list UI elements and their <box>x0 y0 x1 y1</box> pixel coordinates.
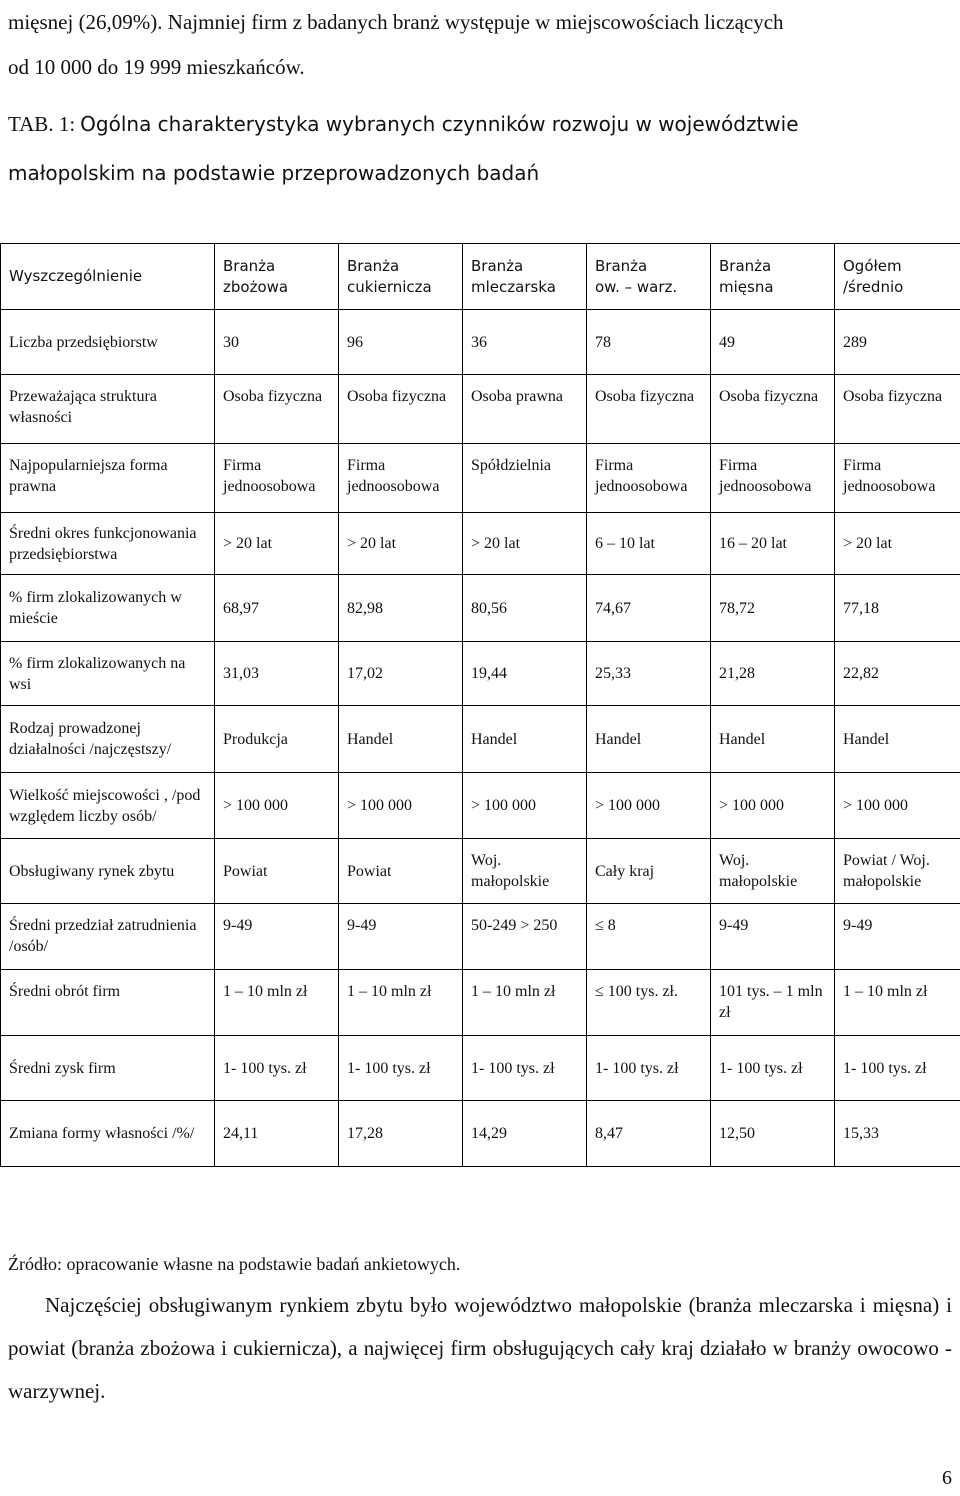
table-cell: 17,02 <box>339 642 463 706</box>
body-paragraph <box>8 1284 952 1413</box>
table-row <box>1 706 960 773</box>
table-cell: 80,56 <box>463 575 587 642</box>
table-row <box>1 1036 960 1101</box>
table-cell: Firma jednoosobowa <box>835 444 960 513</box>
table-cell: Powiat / Woj. małopolskie <box>835 839 960 904</box>
table-row <box>1 839 960 904</box>
table-cell: > 100 000 <box>463 773 587 839</box>
table-cell: 9-49 <box>215 904 339 970</box>
body-paragraph-text: Najczęściej obsługiwanym rynkiem zbytu było województwo małopolskie (branża mleczarska i mięsna) i powiat (branża zbożowa i cukiernicza), a najwięcej firm obsługujących cały kraj działało w branży owocowo - warzywnej. <box>8 1293 952 1403</box>
source-note: Źródło: opracowanie własne na podstawie badań ankietowych. <box>8 1254 461 1274</box>
table-cell: Handel <box>463 706 587 773</box>
table-cell: Osoba fizyczna <box>587 375 711 444</box>
table-title-line-1: Ogólna charakterystyka wybranych czynników rozwoju w województwie <box>80 112 799 136</box>
row-label-cell: Zmiana formy własności /%/ <box>1 1101 215 1167</box>
table-cell: Firma jednoosobowa <box>215 444 339 513</box>
row-label-cell: Przeważająca struktura własności <box>1 375 215 444</box>
row-label-cell: Liczba przedsiębiorstw <box>1 310 215 375</box>
table-cell: 9-49 <box>339 904 463 970</box>
table-header-cell: Branża mleczarska <box>463 244 587 310</box>
table-cell: 1- 100 tys. zł <box>339 1036 463 1101</box>
table-cell: 36 <box>463 310 587 375</box>
table-cell: > 100 000 <box>711 773 835 839</box>
table-cell: > 20 lat <box>339 513 463 575</box>
table-cell: Osoba fizyczna <box>711 375 835 444</box>
table-cell: > 100 000 <box>215 773 339 839</box>
table-row <box>1 375 960 444</box>
row-label-cell: Rodzaj prowadzonej działalności /najczęstszy/ <box>1 706 215 773</box>
table-cell: 78,72 <box>711 575 835 642</box>
row-label-cell: % firm zlokalizowanych na wsi <box>1 642 215 706</box>
row-label-cell: Wielkość miejscowości , /pod względem liczby osób/ <box>1 773 215 839</box>
table-cell: 96 <box>339 310 463 375</box>
characteristics-table <box>0 243 960 1167</box>
table-header-cell: Ogółem /średnio <box>835 244 960 310</box>
table-cell: 68,97 <box>215 575 339 642</box>
table-cell: 6 – 10 lat <box>587 513 711 575</box>
table-title-line-2: małopolskim na podstawie przeprowadzonych badań <box>8 161 540 185</box>
table-row <box>1 513 960 575</box>
table-cell: 82,98 <box>339 575 463 642</box>
row-label-cell: Średni okres funkcjonowania przedsiębiorstwa <box>1 513 215 575</box>
table-cell: Osoba fizyczna <box>215 375 339 444</box>
table-row <box>1 904 960 970</box>
table-cell: Handel <box>339 706 463 773</box>
table-cell: > 100 000 <box>587 773 711 839</box>
table-cell: 8,47 <box>587 1101 711 1167</box>
table-cell: 22,82 <box>835 642 960 706</box>
table-cell: ≤ 8 <box>587 904 711 970</box>
table-cell: 74,67 <box>587 575 711 642</box>
table-cell: Powiat <box>339 839 463 904</box>
table-cell: 101 tys. – 1 mln zł <box>711 970 835 1036</box>
table-cell: 50-249 > 250 <box>463 904 587 970</box>
table-cell: Firma jednoosobowa <box>711 444 835 513</box>
table-header-cell: Branża ow. – warz. <box>587 244 711 310</box>
row-label-cell: Średni zysk firm <box>1 1036 215 1101</box>
row-label-cell: Średni obrót firm <box>1 970 215 1036</box>
table-cell: Handel <box>587 706 711 773</box>
table-cell: 1 – 10 mln zł <box>215 970 339 1036</box>
table-header-cell: Branża zbożowa <box>215 244 339 310</box>
table-cell: Firma jednoosobowa <box>587 444 711 513</box>
table-cell: > 100 000 <box>835 773 960 839</box>
table-header-cell: Branża mięsna <box>711 244 835 310</box>
table-caption <box>8 100 948 197</box>
table-cell: 1 – 10 mln zł <box>835 970 960 1036</box>
table-cell: > 20 lat <box>463 513 587 575</box>
table-cell: > 20 lat <box>215 513 339 575</box>
table-cell: 78 <box>587 310 711 375</box>
table-cell: Woj. małopolskie <box>463 839 587 904</box>
table-cell: 16 – 20 lat <box>711 513 835 575</box>
table-cell: Powiat <box>215 839 339 904</box>
table-cell: 24,11 <box>215 1101 339 1167</box>
table-header-row <box>1 244 960 310</box>
intro-line-2: od 10 000 do 19 999 mieszkańców. <box>8 55 305 79</box>
table-cell: 1 – 10 mln zł <box>463 970 587 1036</box>
table-cell: 25,33 <box>587 642 711 706</box>
table-cell: ≤ 100 tys. zł. <box>587 970 711 1036</box>
table-cell: Handel <box>711 706 835 773</box>
table-cell: Osoba fizyczna <box>835 375 960 444</box>
table-cell: 77,18 <box>835 575 960 642</box>
table-header-cell: Wyszczególnienie <box>1 244 215 310</box>
table-cell: Produkcja <box>215 706 339 773</box>
table-header-cell: Branża cukiernicza <box>339 244 463 310</box>
intro-paragraph <box>8 0 953 90</box>
table-cell: 14,29 <box>463 1101 587 1167</box>
table-cell: 289 <box>835 310 960 375</box>
table-cell: 1 – 10 mln zł <box>339 970 463 1036</box>
table-cell: Osoba prawna <box>463 375 587 444</box>
row-label-cell: % firm zlokalizowanych w mieście <box>1 575 215 642</box>
table-cell: Firma jednoosobowa <box>339 444 463 513</box>
table-cell: Cały kraj <box>587 839 711 904</box>
table-cell: 21,28 <box>711 642 835 706</box>
table-cell: 9-49 <box>711 904 835 970</box>
table-cell: 19,44 <box>463 642 587 706</box>
table-row <box>1 444 960 513</box>
table-row <box>1 1101 960 1167</box>
table-cell: 1- 100 tys. zł <box>835 1036 960 1101</box>
table-cell: 17,28 <box>339 1101 463 1167</box>
table-cell: > 20 lat <box>835 513 960 575</box>
table-cell: Handel <box>835 706 960 773</box>
table-cell: 15,33 <box>835 1101 960 1167</box>
table-cell: 1- 100 tys. zł <box>463 1036 587 1101</box>
table-row <box>1 310 960 375</box>
table-cell: Osoba fizyczna <box>339 375 463 444</box>
table-cell: 1- 100 tys. zł <box>587 1036 711 1101</box>
table-cell: 12,50 <box>711 1101 835 1167</box>
row-label-cell: Średni przedział zatrudnienia /osób/ <box>1 904 215 970</box>
page-number: 6 <box>942 1467 952 1489</box>
table-cell: 49 <box>711 310 835 375</box>
table-cell: 1- 100 tys. zł <box>711 1036 835 1101</box>
table-cell: > 100 000 <box>339 773 463 839</box>
table-cell: 9-49 <box>835 904 960 970</box>
table-row <box>1 970 960 1036</box>
table-cell: Woj. małopolskie <box>711 839 835 904</box>
table-cell: 31,03 <box>215 642 339 706</box>
table-row <box>1 575 960 642</box>
table-label: TAB. 1: <box>8 112 76 136</box>
table-cell: Spółdzielnia <box>463 444 587 513</box>
row-label-cell: Najpopularniejsza forma prawna <box>1 444 215 513</box>
row-label-cell: Obsługiwany rynek zbytu <box>1 839 215 904</box>
table-cell: 30 <box>215 310 339 375</box>
intro-line-1: mięsnej (26,09%). Najmniej firm z badanych branż występuje w miejscowościach liczących <box>8 10 784 34</box>
table-row <box>1 642 960 706</box>
table-cell: 1- 100 tys. zł <box>215 1036 339 1101</box>
table-row <box>1 773 960 839</box>
